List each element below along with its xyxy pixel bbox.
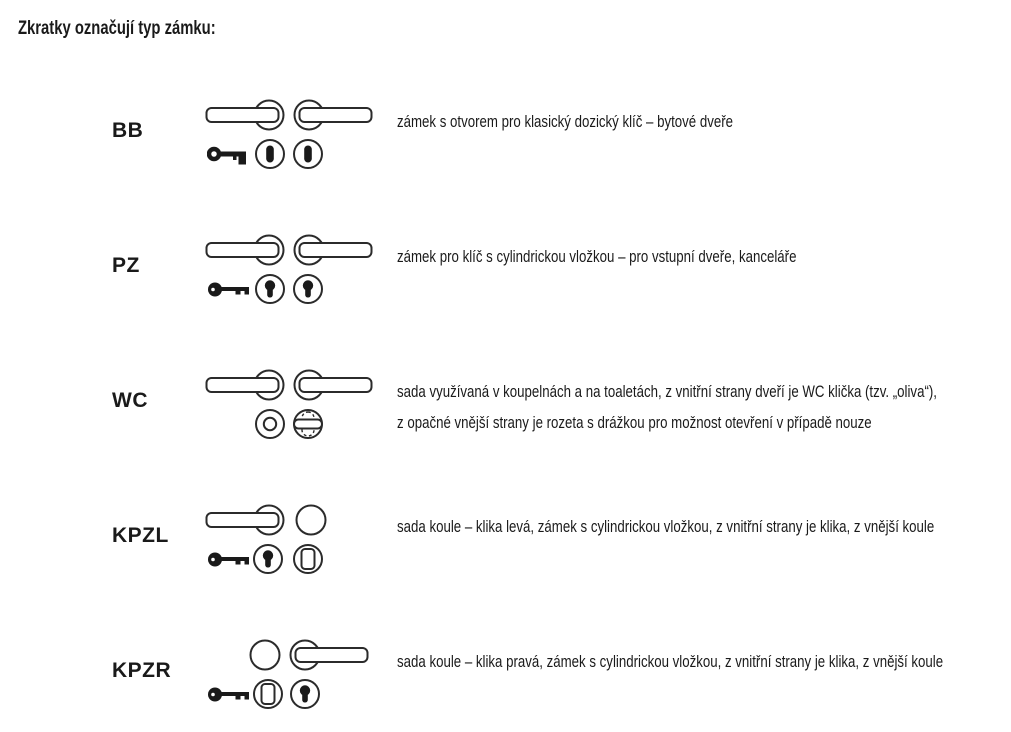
classic-bit-key-icon: [209, 149, 246, 165]
knob-plate-rosette-icon: [294, 545, 322, 573]
lock-description-kpzr: sada koule – klika pravá, zámek s cylindrickou vložkou, z vnitřní strany je klika, z vnější koule: [397, 652, 944, 671]
lock-description-kpzl: sada koule – klika levá, zámek s cylindrickou vložkou, z vnitřní strany je klika, z vnější koule: [397, 517, 935, 536]
lock-code-bb: BB: [112, 119, 144, 142]
lock-icons-kpzl: [205, 502, 390, 582]
page-title: Zkratky označují typ zámku:: [18, 18, 216, 39]
lock-icons-kpzr: [205, 637, 390, 717]
wc-thumbturn-rosette-icon: [294, 410, 322, 438]
lever-handle-right-icon: [295, 236, 372, 265]
lever-handle-left-icon: [207, 506, 284, 535]
lock-type-row-kpzl: [0, 500, 1011, 580]
lever-handle-right-icon: [291, 641, 368, 670]
lock-code-kpzl: KPZL: [112, 524, 169, 547]
lock-description-pz: zámek pro klíč s cylindrickou vložkou – pro vstupní dveře, kanceláře: [397, 247, 797, 266]
lock-type-row-pz: [0, 230, 1011, 310]
lock-icons-bb: [205, 97, 390, 177]
knob-plate-rosette-icon: [254, 680, 282, 708]
cylinder-key-icon: [208, 688, 249, 702]
lock-code-pz: PZ: [112, 254, 140, 277]
cylinder-keyhole-rosette-icon: [291, 680, 319, 708]
lock-code-kpzr: KPZR: [112, 659, 172, 682]
cylinder-key-icon: [208, 283, 249, 297]
lever-handle-left-icon: [207, 236, 284, 265]
lever-handle-left-icon: [207, 371, 284, 400]
lever-handle-left-icon: [207, 101, 284, 130]
cylinder-keyhole-rosette-icon: [254, 545, 282, 573]
lock-description-wc: sada využívaná v koupelnách a na toaletách, z vnitřní strany dveří je WC klička (tzv. „oliva“), z opačné vnější strany je rozeta s drážkou pro možnost otevření v případě nouze: [397, 382, 937, 432]
door-knob-icon: [251, 641, 280, 670]
cylinder-keyhole-rosette-icon: [294, 275, 322, 303]
lock-icons-wc: [205, 367, 390, 447]
lock-icons-pz: [205, 232, 390, 312]
lever-handle-right-icon: [295, 101, 372, 130]
lock-description-bb: zámek s otvorem pro klasický dozický klíč – bytové dveře: [397, 112, 734, 131]
lock-type-row-kpzr: [0, 635, 1011, 715]
classic-keyhole-rosette-icon: [256, 140, 284, 168]
emergency-groove-rosette-icon: [256, 410, 284, 438]
lock-type-row-wc: [0, 365, 1011, 445]
classic-keyhole-rosette-icon: [294, 140, 322, 168]
cylinder-keyhole-rosette-icon: [256, 275, 284, 303]
cylinder-key-icon: [208, 553, 249, 567]
lock-code-wc: WC: [112, 389, 148, 412]
door-knob-icon: [297, 506, 326, 535]
lock-type-row-bb: [0, 95, 1011, 175]
lever-handle-right-icon: [295, 371, 372, 400]
